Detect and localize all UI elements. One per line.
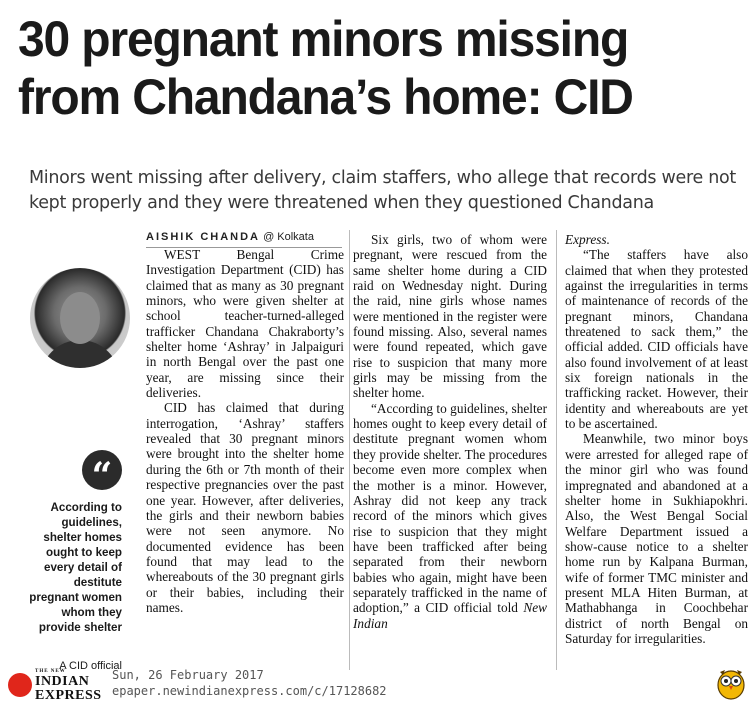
publication-name-cont: Express.: [565, 232, 610, 247]
quote-icon: “: [82, 450, 122, 490]
paragraph-text: “According to guidelines, shelter homes ought to keep every detail of destitute pregnant women whom they provide shelter. The procedures become even more complex when the mother is a minor. However, Ashray did not keep any track record of the minors which gives rise to suspicion that they might have been trafficked after being separated from their newborn babies who again, might have been separately trafficked in the name of adoption,” a CID official told: [353, 400, 547, 616]
subheadline: Minors went missing after delivery, claim staffers, who allege that records were not kept properly and they were threatened when they questioned Chandana: [29, 168, 736, 213]
pull-quote-credit: A CID official: [59, 660, 122, 672]
paragraph: “The staffers have also claimed that when they protested against the irregularities in terms of maintenance of records of the pregnant minors, Chandana threatened to sack them,” the official added. CID officials have also found involvement of at least six foreign nationals in the trafficking racket. However, their identity and whereabouts are yet to be ascertained.: [565, 247, 748, 432]
column-divider: [349, 230, 350, 670]
headline-line-1: 30 pregnant minors missing: [18, 11, 629, 67]
byline-author: AISHIK CHANDA: [146, 231, 260, 243]
byline: [146, 231, 342, 248]
pull-quote: According to guidelines, shelter homes ought to keep every detail of destitute pregnant women whom they provide shelter: [29, 501, 122, 634]
author-photo-face: [60, 292, 100, 344]
paragraph: [353, 401, 547, 631]
paragraph: WEST Bengal Crime Investigation Department (CID) has claimed that as many as 30 pregnant minors, who were given shelter at school teacher-turned-alleged trafficker Chandana Chakraborty’s shelter home ‘Ashray’ in Jalpaiguri in north Bengal over the past one year, are missing since their deliveries.: [146, 247, 344, 401]
paragraph-continued: [565, 232, 748, 247]
owl-mascot-icon: [716, 666, 746, 700]
paragraph: CID has claimed that during interrogation, ‘Ashray’ staffers revealed that 30 pregnant minors were brought into the shelter home during the 6th or 7th month of their respective pregnancies over the past one year. However, after deliveries, the girls and their newborn babies were not seen anymore. No documented evidence has been found that may lead to the whereabouts of the 30 pregnant girls or their babies, including their names.: [146, 400, 344, 615]
headline: [18, 10, 719, 126]
edition-date: Sun, 26 February 2017: [112, 668, 264, 682]
newspaper-logo-icon: [8, 673, 32, 697]
paragraph: Six girls, two of whom were pregnant, were rescued from the same shelter home during a CID raid on Wednesday night. During the raid, nine girls whose names were mentioned in the register were found missing. Also, several names were found repeated, which gave rise to suspicion that many more girls may be missing from the shelter home.: [353, 232, 547, 401]
article-column-3: [565, 232, 748, 646]
author-photo-shoulders: [40, 340, 120, 368]
paragraph: Meanwhile, two minor boys were arrested for alleged rape of the minor girl who was found impregnated and abandoned at a shelter home in Sukhiapokhri. Also, the West Bengal Social Welfare Department issued a show-cause notice to a shelter home run by Kalpana Burman, wife of former TMC minister and present MLA Hiten Burman, at Mathabhanga in Coochbehar district of north Bengal on Saturday for irregularities.: [565, 431, 748, 646]
article-column-2: [353, 232, 547, 631]
publication-name: New Indian: [353, 600, 547, 631]
author-photo: [30, 268, 130, 368]
article-column-1: [146, 247, 344, 615]
logo-line-1: INDIAN: [35, 674, 90, 689]
column-divider: [556, 230, 557, 670]
logo-line-2: EXPRESS: [35, 688, 102, 703]
headline-line-2: from Chandana’s home: CID: [18, 69, 633, 125]
newspaper-logo-text: [35, 669, 105, 703]
epaper-url[interactable]: epaper.newindianexpress.com/c/17128682: [112, 684, 387, 698]
logo-small-text: THE NEW: [35, 669, 66, 674]
byline-location: @ Kolkata: [263, 231, 314, 243]
